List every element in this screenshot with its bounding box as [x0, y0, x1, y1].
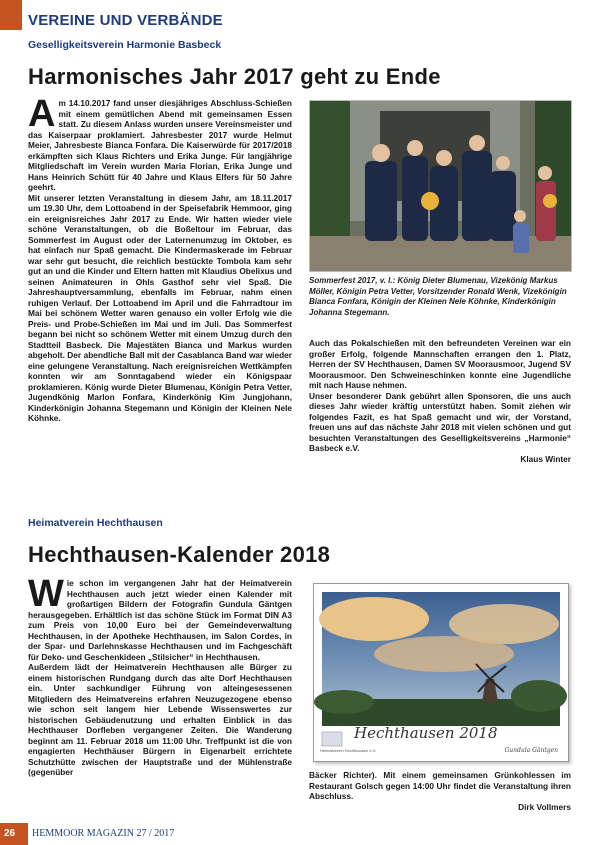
section-accent-bar — [0, 0, 22, 30]
calendar-publisher: Heimatverein Hechthausen e.V. — [320, 748, 377, 753]
article2-column-left — [28, 573, 292, 778]
article2-paragraph-1: ie schon im vergangenen Jahr hat der Heimatverein Hechthausen auch jetzt wieder einen Kalender mit großartigen Bildern der Fotografin Gundula Gäntgen herausgegeben. Erhältlich ist das schöne Stück im Format DIN A3 zum Preis von 10,00 Euro bei der Gemeindeverwaltung Hechthausen, in der Apotheke Hechthausen, im Salon Cordes, in der Spar- und Darlehnskasse Hechthausen und im Fachgeschäft für Deko- und Geschenkideen „Stilsicher“ in Hechthausen. — [28, 578, 292, 662]
article1-dropcap: A — [28, 93, 56, 135]
article1-author: Klaus Winter — [520, 453, 571, 464]
article1-headline: Harmonisches Jahr 2017 geht zu Ende — [28, 64, 441, 89]
page-number: 26 — [4, 828, 16, 839]
article2-headline: Hechthausen-Kalender 2018 — [28, 542, 331, 567]
article2-author: Dirk Vollmers — [518, 801, 571, 812]
article1-paragraph-2: Mit unserer letzten Veranstaltung in diesem Jahr, am 18.11.2017 um 19.30 Uhr, dem Lottoabend in der Speisefabrik Hemmoor, ging ein ereignisreiches Jahr 2017 zu Ende. Wir hatten wieder viele schöne Veranstaltungen, ob die Boßeltour im Februar, das Sommerfest im August oder der Laternenumzug im Oktober, es hat einfach nur Spaß gemacht. Die Kindermaskerade im Februar war sehr gut besucht, die reichlich bestückte Tombola kam sehr gut an und die Kinder und Eltern hatten mit Klaudius Obelixus und seinen Animateuren in Ohls Gasthof sehr viel Spaß. Die Jahreshauptversammlung, ebenfalls im Februar, nahm einen ruhigen Verlauf. Der Lottoabend im April und die Fahrradtour im Mai bei schönem Wetter waren genauso ein voller Erfolg wie die Preis- und Probe-Schießen im Mai und im Juli. Das Sommerfest begann bei nicht so schönem Wetter mit einem Umzug durch den Stadtteil Basbeck. Die Majestäten Bianca und Markus wurden abgeholt. Der abendliche Ball mit der Casablanca Band war wieder eine gelungene Veranstaltung. Nach ereignisreichen Wettkämpfen konnten wir am Sonntagabend wieder ein Königspaar proklamieren. König wurde Dieter Blumenau, Königin Petra Vetter, Jugendkönig Marlon Fonfara, Kinderkönig Kim Jungjohann, Kinderkönigin Johanna Stegemann und Königin der Kleinen Nele Köhnke. — [28, 192, 292, 423]
article2-paragraph-3: Bäcker Richter). Mit einem gemeinsamen Grünkohlessen im Restaurant Golsch gegen 14:00 Uhr findet die Veranstaltung ihren Abschluss. — [309, 770, 571, 801]
article1-column-left — [28, 93, 292, 424]
article1-paragraph-3: Auch das Pokalschießen mit den befreundeten Vereinen war ein großer Erfolg, folgende Mannschaften errangen den 1. Platz, Herren der SV Hechthausen, Damen SV Moorausmoor, Jugend SV Moorausmoor. Den Schweineschinken konnte eine Jugendliche mit nach Hause nehmen. — [309, 338, 571, 390]
magazine-name: HEMMOOR MAGAZIN 27 / 2017 — [32, 828, 175, 839]
calendar-cover — [313, 583, 569, 762]
sommerfest-photo — [309, 100, 572, 272]
article2-dropcap: W — [28, 573, 64, 615]
calendar-photographer: Gundula Gäntgen — [504, 747, 558, 754]
group-photo-illustration — [310, 101, 571, 271]
article2-kicker: Heimatverein Hechthausen — [28, 517, 163, 529]
calendar-title: Hechthausen 2018 — [354, 724, 498, 742]
article1-column-right — [309, 338, 571, 464]
article1-paragraph-4: Unser besonderer Dank gebührt allen Sponsoren, die uns auch dieses Jahr wieder kräftig unterstützt haben. Somit ziehen wir folgendes Fazit, es hat Spaß gemacht und wir, der Vorstand, freuen uns auf das nächste Jahr 2018 mit vielen schönen und gut besuchten Veranstaltungen des Geselligkeitsvereins „Harmonie“ Basbeck e.V. — [309, 390, 571, 453]
article2-paragraph-2: Außerdem lädt der Heimatverein Hechthausen alle Bürger zu einem historischen Rundgang durch das alte Dorf Hechthausen ein. Unter sachkundiger Führung von alteingesessenen Mitgliedern des Heimatvereins erfahren Neuzugezogene ebenso wie schon seit langem hier Lebende Wissenswertes zur historischen Gebäudenutzung und erhalten Einblick in das Hechthauser Dorfleben vergangener Zeiten. Die Wanderung beginnt am 11. Februar 2018 um 11:00 Uhr. Treffpunkt ist die von engagierten Hechthäuser Bürgern in Eigenarbeit errichtete Schutzhütte zwischen der Hauptstraße und der Mühlenstraße (gegenüber — [28, 662, 292, 777]
section-title: VEREINE UND VERBÄNDE — [28, 12, 223, 29]
photo-caption: Sommerfest 2017, v. l.: König Dieter Blumenau, Vizekönig Markus Möller, Königin Petra Vetter, Vorsitzender Ronald Wenk, Vizekönigin Bianca Fonfara, Königin der Kleinen Nele Köhnke, Kinderkönigin Johanna Stegemann. — [309, 276, 567, 317]
article1-paragraph-1: m 14.10.2017 fand unser diesjähriges Abschluss-Schießen mit einem gemütlichen Abend mit gemeinsamen Essen statt. Zu diesem Anlass wurden unsere Vereinsmeister und das Kaiserpaar proklamiert. Jahresbester 2017 wurde Helmut Meier, Jahresbeste Bianca Fonfara. Die Kaiserwürde für 2017/2018 erkämpften sich Klaus Richters und Erika Junge. Für langjährige Mitgliedschaft im Verein wurden Maria Florian, Erika Junge und Hans Heinrich Schütt für 40 Jahre und Klaus Elfers für 50 Jahre geehrt. — [28, 98, 292, 192]
article1-kicker: Geselligkeitsverein Harmonie Basbeck — [28, 39, 222, 51]
article2-column-right — [309, 770, 571, 812]
